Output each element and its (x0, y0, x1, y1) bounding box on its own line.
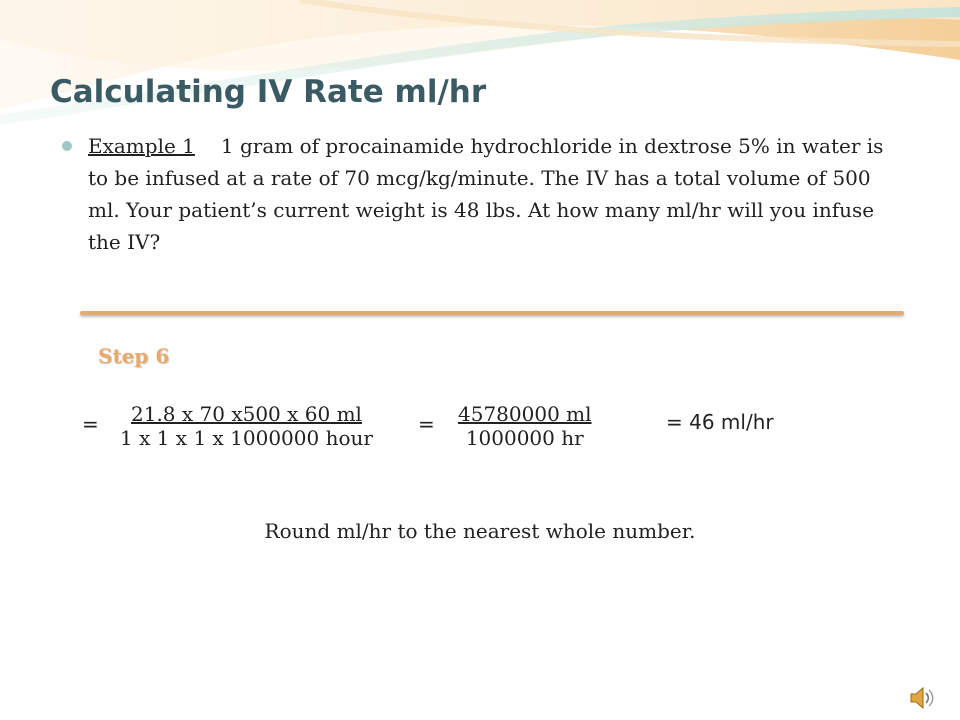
fraction-1 (120, 402, 373, 450)
rounding-note: Round ml/hr to the nearest whole number. (264, 519, 696, 543)
equals-sign-2: = (418, 412, 435, 436)
fraction-1-denominator: 1 x 1 x 1 x 1000000 hour (120, 426, 373, 450)
slide-title: Calculating IV Rate ml/hr (50, 74, 487, 110)
fraction-2 (458, 402, 592, 450)
bullet-item (88, 130, 888, 258)
step-heading: Step 6 (98, 344, 170, 368)
speaker-icon[interactable] (908, 684, 936, 712)
result-value: = 46 ml/hr (666, 410, 774, 434)
fraction-2-denominator: 1000000 hr (465, 426, 584, 450)
equals-sign-1: = (82, 412, 99, 436)
fraction-1-numerator: 21.8 x 70 x500 x 60 ml (131, 402, 362, 426)
bullet-dot-icon (62, 141, 72, 151)
fraction-2-numerator: 45780000 ml (458, 402, 592, 426)
section-divider (80, 311, 904, 315)
example-label: Example 1 (88, 134, 195, 158)
header-wave-decoration (0, 0, 960, 140)
bullet-text: 1 gram of procainamide hydrochloride in dextrose 5% in water is to be infused at a rate of 70 mcg/kg/minute. The IV has a total volume of 500 ml. Your patient’s current weight is 48 lbs. At how many ml/hr will you infuse the IV? (88, 134, 884, 254)
